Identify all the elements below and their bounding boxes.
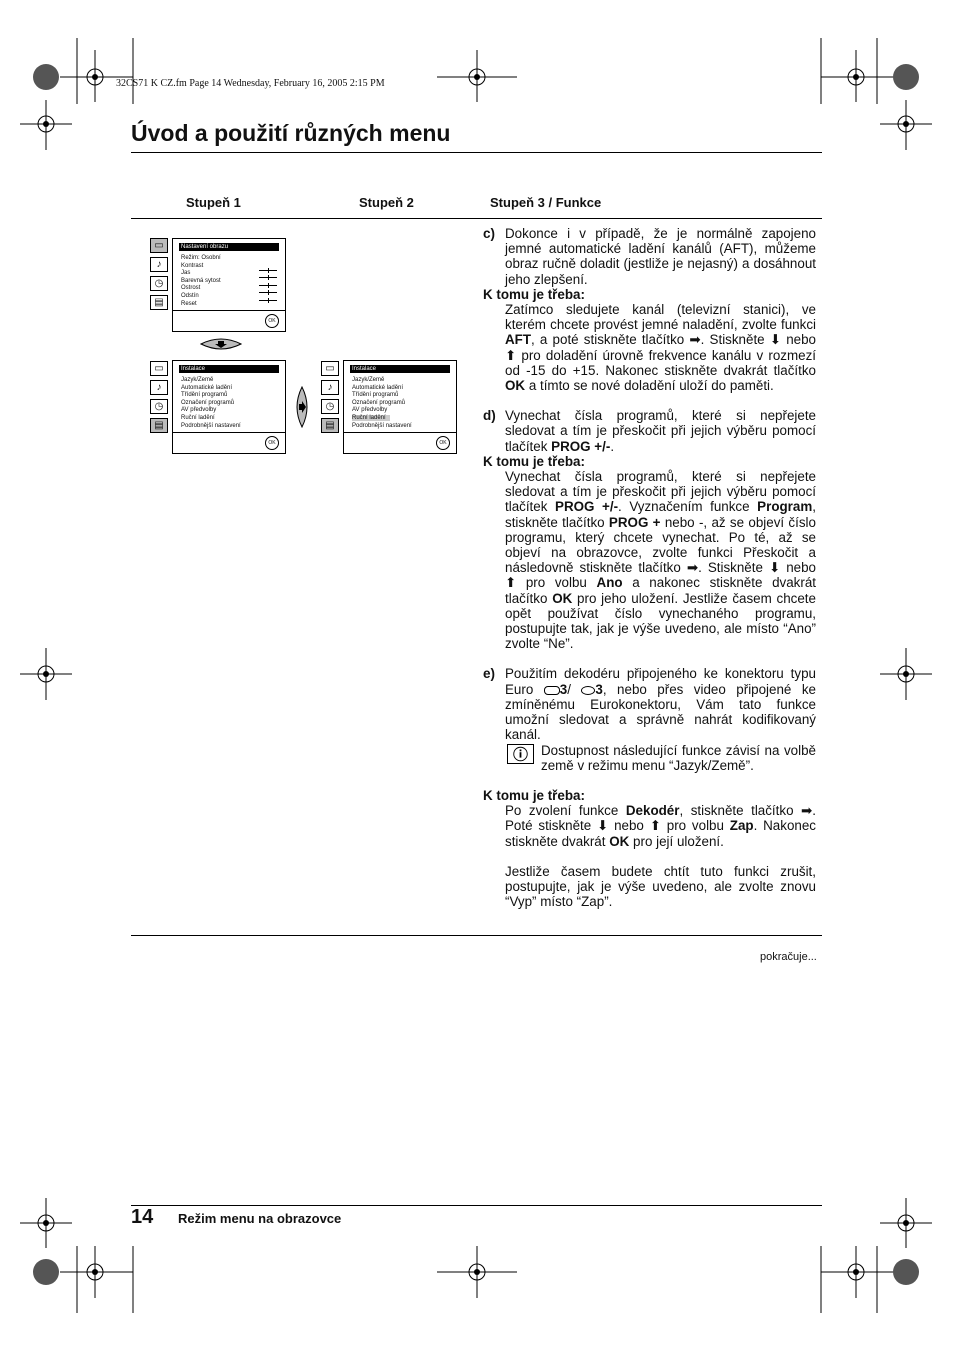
page-number: 14	[131, 1206, 154, 1228]
instructions-column	[483, 226, 816, 909]
column-step3: Stupeň 3 / Funkce	[490, 195, 602, 210]
setup-menu-screen	[172, 360, 286, 454]
menu-item-selected: Ruční ladění	[352, 415, 390, 421]
menu-title: Instalace	[179, 365, 279, 373]
section-c	[483, 226, 816, 393]
ok-icon: OK	[265, 314, 279, 328]
section-label: K tomu je třeba:	[483, 453, 585, 469]
column-step1: Stupeň 1	[186, 195, 241, 210]
setup-icon: ▤	[321, 418, 339, 433]
menu-item: Označení programů	[181, 399, 235, 406]
menu-item: Ruční ladění	[181, 414, 215, 421]
picture-icon: ▭	[150, 238, 168, 253]
menu-item: Podrobnější nastavení	[352, 422, 412, 429]
sound-icon: ♪	[150, 257, 168, 272]
menu-item: Automatické ladění	[181, 384, 233, 391]
slider-icon	[259, 300, 277, 301]
page-title: Úvod a použití různých menu	[131, 120, 451, 146]
section-letter: e)	[483, 666, 496, 682]
menu-item: Jazyk/Země	[181, 377, 214, 383]
right-arrow-button-icon	[294, 385, 312, 429]
menu-item: Odstín	[181, 292, 199, 299]
slider-icon	[259, 292, 277, 293]
menu-item: Podrobnější nastavení	[181, 422, 241, 429]
menu-item: Jazyk/Země	[352, 377, 385, 383]
section-body: Zatímco sledujete kanál (televizní stanici), ve kterém chcete provést jemné naladění, zvolte funkci AFT, a poté stiskněte tlačítko ➡. Stiskněte ⬇ nebo ⬆ pro doladění úrovně frekvence kanálu v rozmezí od -15 do +15. Nakonec stiskněte dvakrát tlačítko OK a tímto se nové doladění uloží do paměti.	[505, 302, 816, 394]
picture-menu-screen	[172, 238, 286, 332]
timer-icon: ◷	[150, 276, 168, 291]
info-icon	[507, 744, 534, 764]
header-rule	[131, 218, 822, 219]
menu-item: Ostrost	[181, 285, 201, 292]
setup-icon: ▤	[150, 295, 168, 310]
menu-icon-column	[150, 238, 170, 314]
picture-icon: ▭	[321, 361, 339, 376]
column-step2: Stupeň 2	[359, 195, 414, 210]
menu-icon-column	[150, 361, 170, 437]
bottom-rule	[131, 935, 822, 936]
menu-item: AV předvolby	[352, 407, 388, 414]
note-text: Dostupnost následující funkce závisí na volbě země v režimu menu “Jazyk/Země”.	[541, 742, 816, 773]
section-e	[483, 666, 816, 909]
euro-connector-icon	[544, 686, 560, 695]
section-intro: Dokonce i v případě, že je normálně zapojeno jemné automatické ladění kanálů (AFT), můžeme obraz ručně doladit (jestliže je nejasný) a dosáhnout jeho zlepšení.	[505, 226, 816, 287]
menu-items	[181, 255, 221, 308]
footer-rule	[131, 1205, 822, 1206]
section-intro: Použitím dekodéru připojeného ke konektoru typu Euro 3/ 3, nebo přes video připojené ke zmíněnému Eurokonektoru, Vám tato funkce umožní sledovat a správně nahrát kodifikovaný kanál.	[505, 666, 816, 743]
decoder-connector-icon	[581, 686, 595, 695]
sound-icon: ♪	[150, 380, 168, 395]
menu-items	[352, 377, 412, 430]
setup-menu-screen-selected	[343, 360, 457, 454]
menu-item: Jas	[181, 270, 191, 277]
menu-item: Třídění programů	[181, 392, 228, 399]
picture-icon: ▭	[150, 361, 168, 376]
section-intro: Vynechat čísla programů, které si nepřejete sledovat a tím je přeskočit při jejich výběru pomocí tlačítek PROG +/-.	[505, 408, 816, 454]
ok-icon: OK	[436, 436, 450, 450]
menu-items	[181, 377, 241, 430]
section-label: K tomu je třeba:	[483, 787, 585, 803]
slider-icon	[259, 285, 277, 286]
menu-item: Reset	[181, 300, 197, 307]
continued-note: pokračuje...	[760, 951, 817, 963]
timer-icon: ◷	[321, 399, 339, 414]
menu-item: Třídění programů	[352, 392, 399, 399]
sound-icon: ♪	[321, 380, 339, 395]
slider-icon	[259, 277, 277, 278]
menu-item: Označení programů	[352, 399, 406, 406]
section-body: Po zvolení funkce Dekodér, stiskněte tlačítko ➡. Poté stiskněte ⬇ nebo ⬆ pro volbu Zap. Nakonec stiskněte dvakrát OK pro její uložení.	[505, 803, 816, 849]
menu-icon-column	[321, 361, 341, 437]
footer-section: Režim menu na obrazovce	[178, 1211, 342, 1226]
menu-title: Instalace	[350, 365, 450, 373]
section-letter: c)	[483, 226, 496, 241]
menu-item: Režim: Osobní	[181, 255, 221, 261]
section-label: K tomu je třeba:	[483, 286, 585, 302]
section-letter: d)	[483, 408, 496, 424]
ok-icon: OK	[265, 436, 279, 450]
menu-item: Automatické ladění	[352, 384, 404, 391]
timer-icon: ◷	[150, 399, 168, 414]
file-info: 32CS71 K CZ.fm Page 14 Wednesday, February 16, 2005 2:15 PM	[116, 78, 385, 89]
slider-icon	[259, 270, 277, 271]
down-arrow-button-icon	[199, 336, 243, 352]
info-note	[505, 743, 816, 773]
title-rule	[131, 152, 822, 153]
menu-item: AV předvolby	[181, 407, 217, 414]
menu-title: Nastavení obrazu	[179, 243, 279, 251]
section-d	[483, 408, 816, 651]
section-body-final: Jestliže časem budete chtít tuto funkci zrušit, postupujte, jak je výše uvedeno, ale zvolte znovu “Vyp” místo “Zap”.	[505, 863, 816, 910]
menu-item: Barevná sytost	[181, 277, 221, 284]
setup-icon: ▤	[150, 418, 168, 433]
menu-item: Kontrast	[181, 262, 204, 269]
section-body: Vynechat čísla programů, které si nepřejete sledovat a tím je přeskočit při jejich výběru pomocí tlačítek PROG +/-. Vyznačením funkce Program, stiskněte tlačítko PROG + nebo -, až se objeví číslo programu, který chcete vynechat. Po té, až se objeví na obrazovce, zvolte funkci Přeskočit a následovně stiskněte tlačítko ➡. Stiskněte ⬇ nebo ⬆ pro volbu Ano a nakonec stiskněte dvakrát tlačítko OK pro jeho uložení. Jestliže časem chcete opět používat číslo vynechaného programu, postupujte tak, jak je výše uvedeno, ale místo “Ano” zvolte “Ne”.	[505, 469, 816, 652]
